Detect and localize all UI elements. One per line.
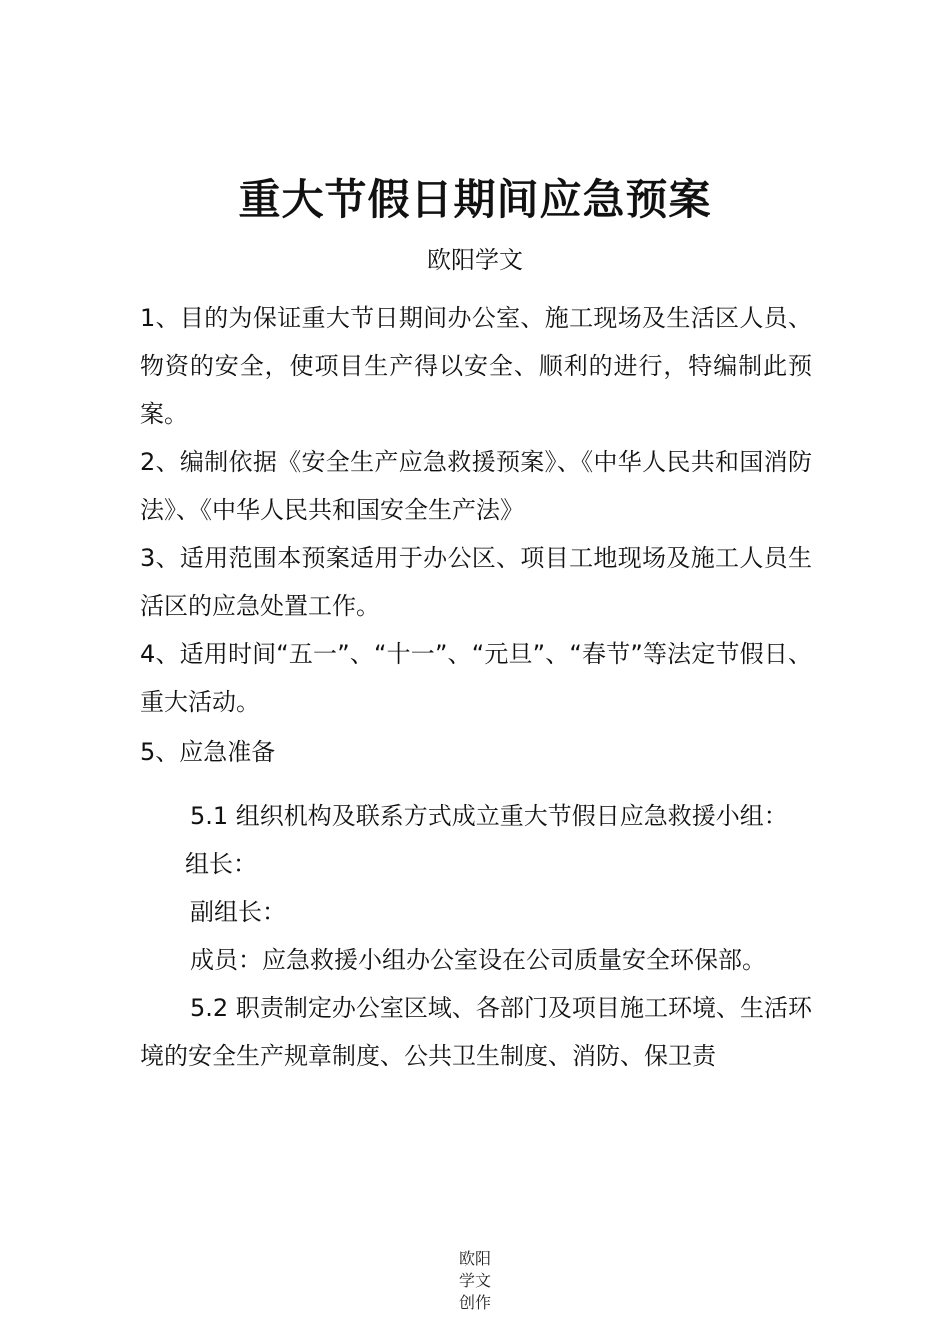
paragraph-scope <box>140 534 812 630</box>
paragraph-5-1-text: 5.1 组织机构及联系方式成立重大节假日应急救援小组： <box>190 802 788 830</box>
paragraph-basis <box>140 438 812 534</box>
paragraph-1-text: 1、目的为保证重大节日期间办公室、施工现场及生活区人员、物资的安全，使项目生产得以安全、顺利的进行，特编制此预案。 <box>140 304 812 428</box>
paragraph-5-2-text: 5.2 职责制定办公室区域、各部门及项目施工环境、生活环境的安全生产规章制度、公共卫生制度、消防、保卫责 <box>140 994 812 1070</box>
paragraph-purpose <box>140 294 812 438</box>
document-title: 重大节假日期间应急预案 <box>238 175 712 224</box>
footer-line-3: 创作 <box>458 1293 491 1312</box>
document-author: 欧阳学文 <box>427 246 523 274</box>
footer-line-2: 学文 <box>458 1271 491 1290</box>
paragraph-4-text: 4、适用时间“五一”、“十一”、“元旦”、“春节”等法定节假日、重大活动。 <box>140 640 812 716</box>
subsection-organization <box>140 792 812 984</box>
leader-line: 组长： <box>185 850 257 878</box>
paragraph-3-text: 3、适用范围本预案适用于办公区、项目工地现场及施工人员生活区的应急处置工作。 <box>140 544 812 620</box>
subsection-responsibilities <box>140 984 812 1080</box>
members-line: 成员：应急救援小组办公室设在公司质量安全环保部。 <box>190 946 766 974</box>
deputy-leader-line: 副组长： <box>190 898 286 926</box>
section-heading-emergency-prep <box>140 728 812 776</box>
paragraph-time <box>140 630 812 726</box>
paragraph-5-text: 5、应急准备 <box>140 738 276 766</box>
footer-line-1: 欧阳 <box>458 1249 491 1268</box>
paragraph-2-text: 2、编制依据《安全生产应急救援预案》、《中华人民共和国消防法》、《中华人民共和国安全生产法》 <box>140 448 812 524</box>
footer-watermark <box>0 1248 950 1314</box>
